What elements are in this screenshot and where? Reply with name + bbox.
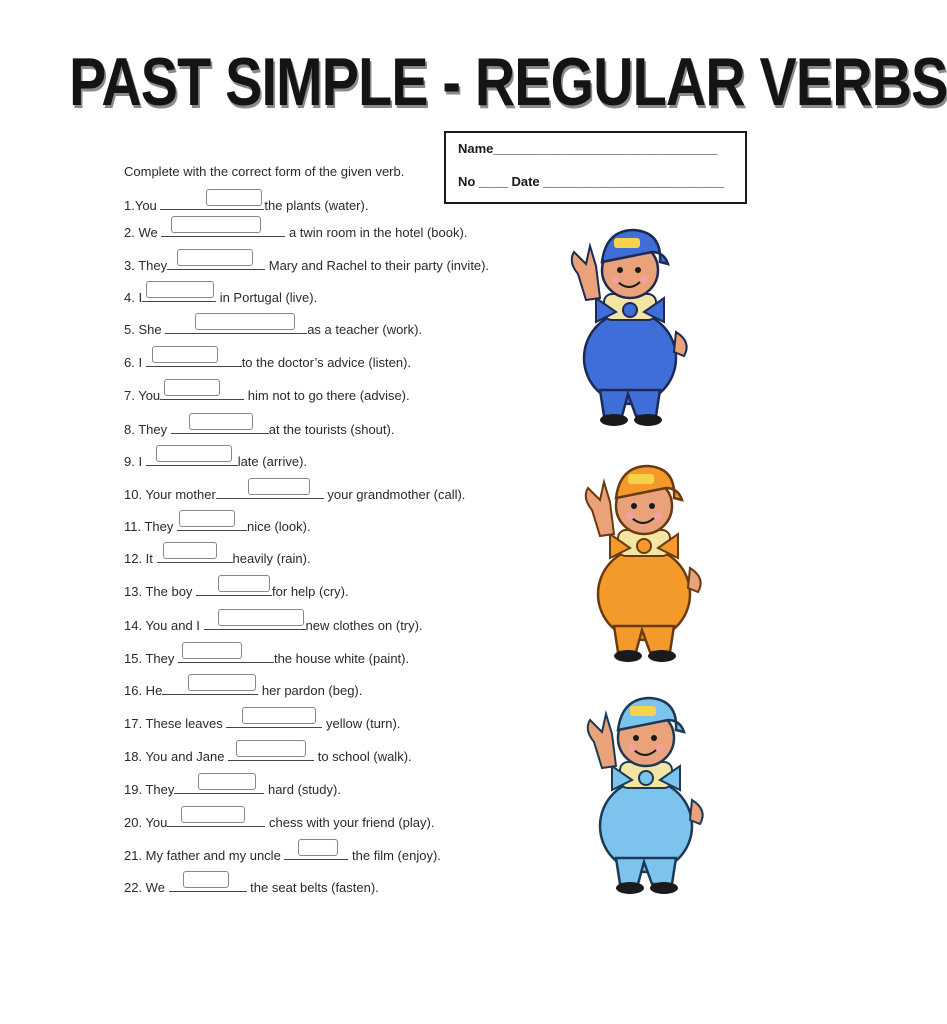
answer-input[interactable]: [177, 249, 253, 266]
exercise-continuation: for help (cry).: [272, 584, 349, 599]
exercise-item: [124, 746, 412, 766]
exercise-prompt: 16. He: [124, 683, 163, 698]
boy-orange-illustration: [570, 458, 710, 668]
boy-blue-illustration: [556, 222, 696, 432]
exercise-continuation: at the tourists (shout).: [268, 422, 395, 437]
exercise-prompt: 15. They: [124, 651, 178, 666]
exercise-continuation: new clothes on (try).: [305, 618, 423, 633]
answer-input[interactable]: [189, 413, 253, 430]
answer-input[interactable]: [156, 445, 232, 462]
exercise-continuation: your grandmother (call).: [323, 487, 466, 502]
answer-blank: [169, 877, 247, 892]
exercise-item: [124, 615, 423, 635]
exercise-continuation: late (arrive).: [237, 454, 308, 469]
exercise-continuation: nice (look).: [247, 519, 311, 534]
worksheet-title: PAST SIMPLE - REGULAR VERBS: [69, 44, 947, 120]
instructions: Complete with the correct form of the given verb.: [124, 164, 405, 179]
exercise-prompt: 13. The boy: [124, 584, 197, 599]
exercise-continuation: in Portugal (live).: [216, 290, 318, 305]
exercise-item: [124, 484, 465, 504]
exercise-item: [124, 287, 317, 307]
answer-input[interactable]: [179, 510, 235, 527]
exercise-item: [124, 845, 441, 865]
exercise-continuation: a twin room in the hotel (book).: [285, 225, 468, 240]
answer-blank: [171, 419, 269, 434]
exercise-item: [124, 877, 379, 897]
answer-blank: [142, 287, 216, 302]
exercise-prompt: 8. They: [124, 422, 171, 437]
answer-blank: [167, 812, 265, 827]
exercise-item: [124, 812, 434, 832]
exercise-item: [124, 352, 411, 372]
answer-input[interactable]: [236, 740, 306, 757]
answer-input[interactable]: [183, 871, 229, 888]
exercise-item: [124, 548, 311, 568]
answer-blank: [167, 255, 265, 270]
exercise-continuation: to the doctor’s advice (listen).: [241, 355, 412, 370]
answer-input[interactable]: [188, 674, 256, 691]
answer-input[interactable]: [182, 642, 242, 659]
answer-input[interactable]: [164, 379, 220, 396]
answer-blank: [161, 222, 285, 237]
exercise-item: [124, 680, 362, 700]
name-date-box: [444, 131, 747, 204]
answer-blank: [228, 746, 314, 761]
answer-input[interactable]: [181, 806, 245, 823]
answer-blank: [157, 548, 233, 563]
answer-blank: [177, 516, 247, 531]
answer-blank: [146, 451, 238, 466]
exercise-prompt: 10. Your mother: [124, 487, 216, 502]
exercise-prompt: 20. You: [124, 815, 168, 830]
answer-input[interactable]: [242, 707, 316, 724]
boy-light-blue-illustration: [572, 690, 712, 900]
exercise-continuation: him not to go there (advise).: [244, 388, 410, 403]
answer-input[interactable]: [198, 773, 256, 790]
answer-blank: [146, 352, 242, 367]
answer-input[interactable]: [248, 478, 310, 495]
exercise-prompt: 1.You: [124, 198, 161, 213]
answer-blank: [174, 779, 264, 794]
exercise-prompt: 21. My father and my uncle: [124, 848, 285, 863]
exercise-continuation: the house white (paint).: [273, 651, 410, 666]
exercise-item: [124, 648, 409, 668]
exercise-continuation: as a teacher (work).: [307, 322, 423, 337]
exercise-continuation: the film (enjoy).: [348, 848, 441, 863]
number-date-label: No ____ Date _________________________: [458, 174, 725, 189]
name-label: Name_______________________________: [458, 141, 718, 156]
exercise-prompt: 4. I: [124, 290, 143, 305]
exercise-prompt: 12. It: [124, 551, 157, 566]
exercise-item: [124, 451, 307, 471]
exercise-continuation: heavily (rain).: [232, 551, 311, 566]
answer-blank: [162, 680, 258, 695]
exercise-item: [124, 516, 311, 536]
exercise-continuation: to school (walk).: [314, 749, 412, 764]
exercise-item: [124, 222, 467, 242]
exercise-prompt: 9. I: [124, 454, 146, 469]
answer-blank: [216, 484, 324, 499]
exercise-continuation: hard (study).: [264, 782, 341, 797]
exercise-continuation: yellow (turn).: [322, 716, 401, 731]
exercise-item: [124, 713, 400, 733]
exercise-continuation: her pardon (beg).: [258, 683, 363, 698]
exercise-item: [124, 779, 341, 799]
exercise-item: [124, 319, 422, 339]
answer-blank: [204, 615, 306, 630]
exercise-prompt: 14. You and I: [124, 618, 204, 633]
answer-input[interactable]: [163, 542, 217, 559]
exercise-prompt: 7. You: [124, 388, 161, 403]
exercise-prompt: 6. I: [124, 355, 146, 370]
answer-input[interactable]: [218, 575, 270, 592]
exercise-item: [124, 385, 410, 405]
exercise-prompt: 22. We: [124, 880, 169, 895]
answer-input[interactable]: [206, 189, 262, 206]
answer-input[interactable]: [195, 313, 295, 330]
exercise-prompt: 3. They: [124, 258, 168, 273]
exercise-continuation: the seat belts (fasten).: [246, 880, 379, 895]
exercise-continuation: chess with your friend (play).: [265, 815, 435, 830]
answer-blank: [284, 845, 348, 860]
exercise-prompt: 17. These leaves: [124, 716, 227, 731]
answer-blank: [160, 385, 244, 400]
answer-blank: [178, 648, 274, 663]
exercise-prompt: 18. You and Jane: [124, 749, 229, 764]
exercise-item: [124, 419, 394, 439]
answer-blank: [165, 319, 307, 334]
answer-input[interactable]: [146, 281, 214, 298]
exercise-item: [124, 581, 349, 601]
exercise-prompt: 2. We: [124, 225, 162, 240]
exercise-item: [124, 195, 368, 215]
exercise-item: [124, 255, 489, 275]
answer-input[interactable]: [152, 346, 218, 363]
exercise-continuation: the plants (water).: [264, 198, 369, 213]
answer-blank: [226, 713, 322, 728]
answer-blank: [160, 195, 264, 210]
exercise-prompt: 11. They: [124, 519, 177, 534]
exercise-prompt: 19. They: [124, 782, 175, 797]
exercise-prompt: 5. She: [124, 322, 166, 337]
answer-blank: [196, 581, 272, 596]
answer-input[interactable]: [171, 216, 261, 233]
exercise-continuation: Mary and Rachel to their party (invite).: [265, 258, 490, 273]
answer-input[interactable]: [298, 839, 338, 856]
answer-input[interactable]: [218, 609, 304, 626]
